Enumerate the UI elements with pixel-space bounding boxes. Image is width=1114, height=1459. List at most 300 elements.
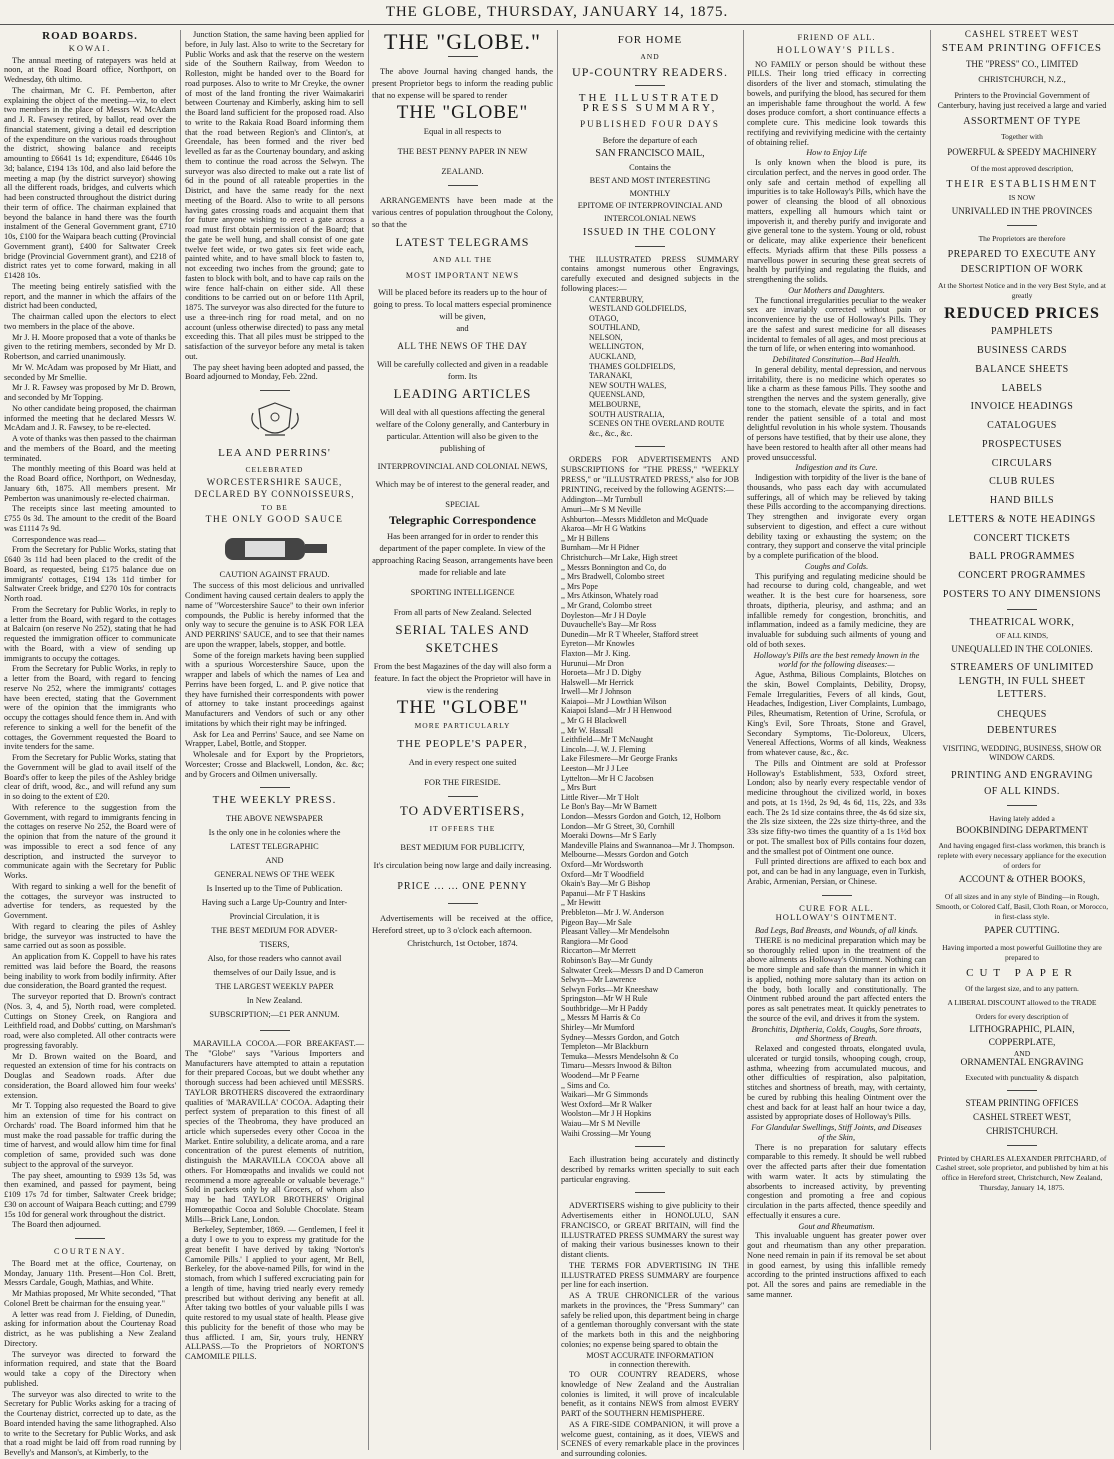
ad-line: Is Inserted up to the Time of Publication. [206,884,343,893]
globe-intro: The above Journal having changed hands, the present Proprietor begs to inform the reading public that no expense will be spared to render [372,66,553,100]
paragraph: From the Secretary for Public Works, stating that £640 3s 11d had been placed to the credit of the Board, as requested, being £175 balance due on immigrants' cottages, £194 13s 11d timber for Saltwater Creek bridge, and £270 10s for contracts North road. [4,545,176,603]
press-cashel: CASHEL STREET WEST, [973,1112,1071,1122]
paragraph: The chairman called upon the electors to elect two members in the place of the above. [4,312,176,331]
ps-fireside: AS A FIRE-SIDE COMPANION, it will prove a welcome guest, containing, as it does, VIEWS and SCENES of every remarkable place in the provinces and surrounding colonies. [561,1419,739,1459]
agent-item: ,, Mr W. Hassall [561,725,613,735]
holloway-p9: Full printed directions are affixed to each box and pot, and can be had in any language, even in Turkish, Arabic, Armenian, Persian, or Chinese. [747,857,926,886]
ps-intro: THE ILLUSTRATED PRESS SUMMARY contains amongst numerous other Engravings, carefully executed and designed subjects in the following places:— [561,254,739,293]
service-item: BALL PROGRAMMES [969,551,1075,563]
globe-title-2: THE "GLOBE" [396,102,529,123]
service-item: CONCERT TICKETS [973,532,1071,544]
press-christchurch: CHRISTCHURCH. [986,1125,1058,1136]
paragraph: From the Secretary for Public Works, stating that the Government will be glad to avail itself of the Board's offer to keep the piles of the Ashley bridge clear of drift, wood, &c., and will refund any sum in so doing to the extent of £20. [4,753,176,801]
globe-price: PRICE ... ... ONE PENNY [397,881,528,892]
lea-perrins-celebrated: CELEBRATED [245,464,304,474]
ps-upcountry: UP-COUNTRY READERS. [572,64,728,79]
globe-fromall: From all parts of New Zealand. Selected [393,607,532,617]
column-two [185,30,364,1450]
paragraph: The receipts since last meeting amounted to £755 0s 3d. The amount to the credit of the Board was £1114 7s 9d. [4,504,176,533]
place-item: TARANAKI, [589,371,633,381]
divider [260,787,290,788]
maravilla-and-norton-text [185,1039,364,1362]
press-ofall: OF ALL KINDS. [984,785,1060,797]
agent-item: Oxford—Mr Wordsworth [561,859,644,869]
place-item: WELLINGTON, [589,342,644,352]
press-h8: POWERFUL & SPEEDY MACHINERY [947,147,1097,157]
agent-item: Waiau—Mr S M Neville [561,1119,641,1128]
agent-item: Southbridge—Mr H Paddy [561,1003,648,1013]
agent-item: Leithfield—Mr T McNaught [561,735,654,745]
press-litho: LITHOGRAPHIC, PLAIN, [969,1024,1075,1035]
agent-item: Leeston—Mr J J Lee [561,764,629,774]
place-item: &c., &c., &c. [589,428,633,438]
press-unequalled: UNEQUALLED IN THE COLONIES. [951,644,1093,654]
service-item: PAMPHLETS [991,326,1053,338]
paragraph: The Board then adjourned. [12,1220,101,1230]
agent-item: Selwyn—Mr Lawrence [561,975,637,985]
press-h11: IS NOW [1008,193,1036,203]
paragraph: Mr D. Brown waited on the Board, and requested an extension of time for his contracts on Douglas and Seadown roads. After due consideration, the Board allowed him four weeks' extension. [4,1051,176,1100]
ad-line: Having such a Large Up-Country and Inter- [201,898,348,907]
ps-orders: ORDERS FOR ADVERTISEMENTS AND SUBSCRIPTIONS for "THE PRESS," "WEEKLY PRESS," or "ILLUSTRATED PRESS," also for JOB PRINTING, received by the following AGENTS:— [561,455,739,494]
ps-and: AND [640,51,660,61]
place-item: CANTERBURY, [589,294,644,304]
paragraph: Junction Station, the same having been applied for before, in July last. Also to write to the Secretary for Public Works and ask that the reserve on the western side of the Southern Railway, from Weedon to Rolleston, might be handed over to the Board for road purposes. Also to write to Mr Creyke, the owner of most of the land fronting the river Waimakariri between Courtenay and Kimberly, asking him to sell the Board land sufficient for the proposed road. Also to write to the Rakaia Road Board informing them that the road between Region's and Clinton's, at Greendale, has been formed and the river bed levelled as far as the Courtenay boundary, and asking them to continue the road across the Selwyn. The surveyor was also directed to make out a rate list of 6d in the pound of all rateable properties in the District, and have the same ready for the next meeting of the Board. Also to write to all persons having gates crossing roads and acquaint them that for future anyone wishing to erect a gate across a road must first obtain permission of the Board; that the gate be well hung, and shall consist of one gate twelve feet wide, or two gates six feet wide each, painted white, and to have small block to fasten to, not exceeding two inches from the ground; gate to fasten to block with bolt, and to have cap rails on the wire fence half-chain on either side. All these conditions to be carried out on or before 11th April, 1875. The surveyor was also directed for the future to use a three-inch ring for road metal, and on no account (unless otherwise directed) to pass any metal exceeding this. That all piles must be stripped to the satisfaction of the surveyor before any metal is taken out. [185,30,364,361]
paragraph: Mr W. McAdam was proposed by Mr Hiatt, and seconded by Mr Smellie. [4,362,176,382]
divider [448,903,478,904]
agent-item: ,, Mr G H Blackwell [561,716,627,726]
globe-equal: Equal in all respects to [423,126,502,136]
agent-item: Pigeon Bay—Mr Sale [561,917,632,927]
globe-best: THE BEST PENNY PAPER IN NEW [397,146,528,156]
press-services-list [934,327,1110,599]
place-item: SCENES ON THE OVERLAND ROUTE [589,419,725,429]
holloway-h-mothers: Our Mothers and Daughters. [788,285,885,295]
agent-item: ,, Mrs Burt [561,783,597,793]
ad-line: Also, for those readers who cannot avail [207,954,342,963]
lea-perrins-declared: DECLARED BY CONNOISSEURS, [194,489,355,500]
place-item: SOUTHLAND, [589,323,640,333]
agent-item: Moeraki Downs—Mr S Early [561,831,657,841]
coat-of-arms-icon [247,399,303,443]
press-debentures: DEBENTURES [987,724,1057,736]
place-item: THAMES GOLDFIELDS, [589,361,676,371]
agent-item: Horoeta—Mr J D. Digby [561,668,642,678]
divider [635,446,665,447]
ad-line: SUBSCRIPTION;—£1 PER ANNUM. [209,1010,340,1019]
globe-title: THE "GLOBE." [383,29,542,54]
agent-item: West Oxford—Mr R Walker [561,1099,652,1109]
agent-item: London—Messrs Gordon and Gotch, 12, Holborn [561,812,721,821]
service-item: PROSPECTUSES [982,438,1062,450]
press-reduced-prices: REDUCED PRICES [944,304,1100,322]
agent-item: Burnham—Mr H Pidner [561,543,640,553]
lea-perrins-caution: CAUTION AGAINST FRAUD. [219,568,330,579]
paragraph: An application from K. Coppell to have his rates remitted was laid before the Board, the reasons being inability to work from bodily infirmity. After due consideration, the Board granted the request. [4,952,176,991]
globe-sketches: SKETCHES [425,640,500,655]
service-item: CATALOGUES [987,420,1057,431]
paragraph: Mr Mathias proposed, Mr White seconded, "That Colonel Brett be chairman for the ensuing year." [4,1289,176,1308]
agent-item: Addington—Mr Turnbull [561,495,643,505]
agent-item: Melbourne—Messrs Gordon and Gotch [561,850,689,860]
agent-item: ,, Mrs Bradwell, Colombo street [561,572,665,582]
paragraph: Ask for Lea and Perrins' Sauce, and see Name on Wrapper, Label, Bottle, and Stopper. [185,729,364,749]
column-printing-offices [934,30,1110,1450]
paragraph: Correspondence was read— [12,534,106,544]
globe-and: and [456,323,469,333]
paragraph: The surveyor was directed to forward the information required, and state that the Board would take a copy of the Directory when published. [4,1349,176,1388]
globe-arrangements: ARRANGEMENTS have been made at the various centres of population throughout the Colony, so that the [372,195,553,229]
holloway-h-bronchitis: Bronchitis, Diptheria, Colds, Coughs, Sore throats, and Shortness of Breath. [751,1024,922,1044]
agent-item: Riccarton—Mr Merrett [561,946,636,956]
masthead: THE GLOBE, THURSDAY, JANUARY 14, 1875. [0,0,1114,25]
holloway-p6: This purifying and regulating medicine should be had recourse to during cold, changeable, and wet weather. It is the best cure for hoarseness, sore throats, diptheria, pleurisy, and asthma; and an infallible remedy for congestion, bronchitis, and inflammation, indeed as a family medicine, they are invaluable for subduing such ailments of young and old of both sexes. [747,571,926,649]
press-steam: STEAM PRINTING OFFICES [965,1098,1079,1109]
press-cutting: PAPER CUTTING. [984,926,1060,937]
service-item: LABELS [1001,382,1043,394]
press-h7: Together with [1001,132,1043,142]
service-item: BUSINESS CARDS [976,345,1068,356]
agent-item: Springston—Mr W H Rule [561,994,648,1004]
agent-item: Little River—Mr T Holt [561,792,639,802]
press-h15: DESCRIPTION OF WORK [960,264,1084,276]
lea-perrins-text [185,581,364,779]
globe-most: MOST IMPORTANT NEWS [405,271,520,280]
ps-forhome: FOR HOME [617,34,683,46]
paragraph: A vote of thanks was then passed to the chairman and the members of the Board, and the meeting terminated. [4,434,176,463]
globe-serial: SERIAL TALES AND [395,622,530,637]
divider [260,390,290,391]
ad-line: THE ABOVE NEWSPAPER [226,814,323,823]
agent-item: ,, Messrs Bonnington and Co, do [561,562,667,572]
press-h13: The Proprietors are therefore [978,233,1066,243]
service-item: INVOICE HEADINGS [970,401,1074,413]
divider [635,1146,665,1147]
paragraph: Berkeley, September, 1869. — Gentlemen, I feel it a duty I owe to you to express my gratitude for the great benefit I have derived by taking 'Norton's Camomile Pills.' I applied to your agent, Mr Bell, Berkeley, for the above-named Pills, for wind in the stomach, from which I suffered excruciating pain for a length of time, having tried nearly every remedy prescribed but without deriving any benefit at all. After taking two bottles of your valuable pills I was quite restored to my usual state of health. Please give this publicity for the benefit of those who may be thus afflicted. I am, Sir, yours truly, HENRY ALLPASS.—To the Proprietors of NORTON'S CAMOMILE PILLS. [185,1225,364,1361]
agent-item: ,, Mrs Pope [561,581,598,591]
holloway-p12: There is no preparation for salutary effects comparable to this remedy. It should be well rubbed over the affected parts after their due fomentation with warm water. It acts by stimulating the absorbents to increased activity, by preventing congestion and promoting a free and copious circulation in the parts affected, thence speedily and effectually it ensures a cure. [747,1142,926,1220]
holloway-badlegs: Bad Legs, Bad Breasts, and Wounds, of all kinds. [754,926,919,935]
holloway-friend: FRIEND OF ALL. [797,32,876,42]
press-visiting: VISITING, WEDDING, BUSINESS, SHOW OR WINDOW CARDS. [942,743,1102,763]
lea-perrins-title: LEA AND PERRINS' [218,447,331,459]
holloway-p3: The functional irregularities peculiar to the weaker sex are invariably corrected without pain or inconvenience by the use of Holloway's Pills. They are the safest and surest medicine for all diseases incidental to females of all ages, and most precious at the turn of life, or when entering into womanhood. [747,295,926,354]
ps-agents-list [561,495,739,1138]
agent-item: ,, Sims and Co. [561,1080,610,1090]
ad-line: GENERAL NEWS OF THE WEEK [214,870,335,879]
paragraph: The Board met at the office, Courtenay, on Monday, January 11th. Present—Hon Col. Brett, Messrs Cardale, Gough, Mathias, and White. [4,1258,176,1288]
holloway-p8: The Pills and Ointment are sold at Professor Holloway's Establishment, 533, Oxford street, London; also by nearly every respectable vendor of medicine throughout the civilized world, in boxes and pots, at 1s 1½d, 2s 9d, 4s 6d, 11s, 22s, and 33s each. The 2s 1d size contains three, the 4s 6d size six, the 2ls size sixteen, the 22s size thirty-three, and the 33s size fifty-two times the quantity of a 1s 1½d box or pot. The smallest box of Pills contains four dozen, and the smallest pot of Ointment one ounce. [747,758,926,856]
globe-hasbeen: Has been arranged for in order to render this department of the paper complete. In view of the approaching Racing Season, arrangements have been made for reliable and late [372,531,553,577]
agent-item: Waihi Crossing—Mr Young [561,1128,651,1138]
holloway-h-debility: Debilitated Constitution—Bad Health. [772,355,901,364]
column-holloway [747,30,926,1450]
press-h3: THE "PRESS" CO., LIMITED [965,58,1079,69]
agent-item: Lyttelton—Mr H C Jacobsen [561,773,654,783]
globe-which: Which may be of interest to the general reader, and [375,479,550,489]
ps-issued: ISSUED IN THE COLONY [583,226,717,238]
globe-inter: INTERPROVINCIAL AND COLONIAL NEWS, [377,461,548,471]
paragraph: Mr T. Topping also requested the Board to give him an extension of time for his contract on Orchards' road. The Board informed him that he must make the road passable for traffic during the time of harvest, and would allow him time for final completion of same, provided such was done subject to the approval of the surveyor. [4,1101,176,1169]
paragraph: The monthly meeting of this Board was held at the Road Board office, Northport, on Wednesday, January 6th, 1875. All members present. Mr Pemberton was unanimously re-elected chairman. [4,464,176,503]
service-item: CLUB RULES [989,476,1055,488]
agent-item: London—Mr G Street, 30, Cornhill [561,821,675,831]
agent-item: ,, Messrs M Harris & Co [561,1013,641,1023]
paragraph: The pay sheet, amounting to £939 13s 5d, was then examined, and passed for payment, being £109 17s 7d for timber, Saltwater Creek bridge; £30 on account of Waipara Beach cutting; and £799 15s 10d for general work throughout the district. [4,1170,176,1219]
agent-item: Doyleston—Mr J H Doyle [561,610,647,620]
service-item: HAND BILLS [989,495,1055,506]
globe-circulation: It's circulation being now large and daily increasing. [373,860,552,870]
paragraph: The chairman, Mr C. Ff. Pemberton, after explaining the object of the meeting—viz, to elect two members in the place of Messrs W. McAdam and J. R. Fawsey retired, by ballot, read over the financial statement, giving a detail ed description of the expenditure on the various roads throughout the district, showing balance and receipts amounting to £6641 1s 1d; expenditure, £6446 10s 3d; balance, £194 13s 10d, and also laid before the meeting a map (by the district surveyor) showing all the different roads, bridges, and culverts which had been constructed throughout the district during their term of office. The chairman explained that beyond the balance in hand there was the fourth instalment of the General Government grant, £710 10s, £100 for the Waipara beach cutting (Provincial Government grant), £400 for Saltwater Creek bridge (Provincial Government grant), and £218 of district rates yet to come forward, making in all £1428 10s. [4,85,176,280]
divider [448,185,478,186]
divider [635,1192,665,1193]
divider [1007,225,1037,226]
paragraph: With reference to the suggestion from the Government, with regard to immigrants fencing in the cottages on reserve No 252, the Board were of the opinion that from the nature of the ground it was impossible to erect a sod fence of any description, and instructed the surveyor to communicate again with the Secretary for Public Works. [4,802,176,880]
agent-item: Dunedin—Mr R T Wheeler, Stafford street [561,629,699,639]
agent-item: Irwell—Mr J Johnson [561,687,632,697]
paragraph: No other candidate being proposed, the chairman informed the meeting that he declared Messrs W. McAdam and J. R. Fawsey, to be re-elected. [4,403,176,433]
agent-item: Mandeville Plains and Swannanoa—Mr J. Thompson. [561,840,735,850]
place-item: AUCKLAND, [589,352,636,362]
globe-placed: Will be placed before its readers up to the hour of going to press. To local matters especial prominence will be given, [373,287,552,321]
agent-item: Halswell—Mr Herrick [561,677,634,687]
ad-line: Provincial Circulation, it is [229,912,320,921]
paragraph: Mr J. R. Fawsey was proposed by Mr D. Brown, and seconded by Mr Topping. [4,383,176,402]
press-length: LENGTH, IN FULL SHEET [958,675,1086,687]
ps-published: PUBLISHED FOUR DAYS [580,118,720,129]
column-rule [743,30,744,1450]
subhead-courtenay: COURTENAY. [53,1246,127,1256]
agent-item: Templeton—Mr Blackburn [561,1042,649,1052]
agent-item: Timaru—Messrs Inwood & Bilton [561,1061,672,1071]
globe-andall: AND ALL THE [432,255,493,264]
globe-medium: BEST MEDIUM FOR PUBLICITY, [400,842,525,852]
press-imported: Having imported a most powerful Guillotine they are prepared to [942,943,1102,962]
globe-sporting: SPORTING INTELLIGENCE [410,587,515,597]
agent-item: Akaroa—Mr H G Watkins [561,524,646,534]
paragraph: From the Secretary for Public Works, in reply to a letter from the Board, with regard to the cottages at Balcairn (on reserve No 252), stating that he had requested the immigration officer to communicate with the Board, with a view of sending up immigrants to occupy the cottages. [4,604,176,663]
ps-intercol: INTERCOLONIAL NEWS [603,214,697,223]
globe-allnews: ALL THE NEWS OF THE DAY [397,341,528,351]
holloway-p7: Ague, Asthma, Bilious Complaints, Blotches on the skin, Bowel Complaints, Debility, Dropsy, Female Irregularities, Fevers of all kinds, Gout, Headaches, Indigestion, Liver Complaints, Lumbago, Piles, Rheumatism, Retention of Urine, Scrofula, or King's Evil, Sore Throats, Stone and Gravel, Secondary Symptoms, Tic-Doloreux, Ulcers, Venereal Affections, Worms of all kinds, Weakness from whatever cause, &c., &c. [747,670,926,757]
globe-telegraphic: Telegraphic Correspondence [389,513,536,527]
ad-line: THE LARGEST WEEKLY PAPER [215,982,334,991]
place-item: NELSON, [589,332,623,342]
divider [75,1238,105,1239]
lea-perrins-sauce: WORCESTERSHIRE SAUCE, [206,476,343,487]
ps-advwish: ADVERTISERS wishing to give publicity to their Advertisements either in HONOLULU, SAN FRANCISCO, or GREAT BRITAIN, will find the ILLUSTRATED PRESS SUMMARY the surest way of making their various businesses known to their distant clients. [561,1201,739,1260]
divider [448,796,478,797]
agent-item: Papanui—Mr F T Haskins [561,888,646,898]
agent-item: Amuri—Mr S M Neville [561,505,641,514]
press-allkinds: OF ALL KINDS, [995,631,1049,641]
press-ornamental: ORNAMENTAL ENGRAVING [960,1057,1084,1068]
column-rule [557,30,558,1450]
ps-monthly: MONTHLY [629,188,671,198]
agent-item: Le Bon's Bay—Mr W Barnett [561,802,657,812]
lea-perrins-tobe: TO BE [261,503,288,512]
globe-title-3: THE "GLOBE" [396,697,529,718]
divider [1007,805,1037,806]
ad-line: Is the only one in he colonies where the [208,828,341,837]
press-h4: CHRISTCHURCH, N.Z., [978,74,1066,85]
holloway-h-gout: Gout and Rheumatism. [798,1221,875,1231]
paragraph: The annual meeting of ratepayers was held at noon, at the Road Board office, Northport, on Wednesday, 6th ultimo. [4,55,176,84]
holloway-p11: Relaxed and congested throats, elongated uvula, ulcerated or turgid tonsils, whooping cough, croup, asthma, wheezing from accumulated mucous, and other difficulties of respiration, also palpitation, stitches and shortness of breath, may, with certainty, be cured by rubbing this healing Ointment over the chest and back for at least half an hour twice a day, assisted by appropriate doses of Holloway's Pills. [747,1044,926,1122]
globe-peoples: THE PEOPLE'S PAPER, [397,738,528,750]
kowai-report [4,56,176,1231]
paragraph: With regard to sinking a well for the benefit of the cottages, the surveyor was instructed to advertise for tenders, as requested by the Government. [4,881,176,920]
agent-item: Sydney—Messrs Gordon, and Gotch [561,1032,680,1042]
paragraph: MARAVILLA COCOA.—FOR BREAKFAST.—The "Globe" says "Various Importers and Manufacturers have attempted to attain a reputation for their prepared Cocoas, but we doubt whether any thorough success had been achieved until MESSRS. TAYLOR BROTHERS discovered the extraordinary qualities of 'MARAVILLA' COCOA. Adapting their perfect system of preparation to this finest of all species of the Theobroma, they have produced an article which supersedes every other Cocoa in the Market. Entire solubility, a delicate aroma, and a rare concentration of the purest elements of nutrition, distinguish the MARAVILLA COCOA above all others. For Homœopaths and invalids we could not recommend a more agreeable or valuable beverage." Sold in packets only by all Grocers, of whom also may be had TAYLOR BROTHERS' Original Homœopathic Cocoa and Soluble Chocolate. Steam Mills—Brick Lane, London. [185,1039,364,1224]
globe-ads: Advertisements will be received at the office, Hereford street, up to 3 o'clock each afternoon. [372,913,553,935]
headline-road-boards: ROAD BOARDS. [42,30,138,42]
ps-tocountry: TO OUR COUNTRY READERS, whose knowledge of New Zealand and the Australian colonies is limited, it will prove of incalculable benefit, as it contains NEWS from almost EVERY PART of the SOUTHERN HEMISPHERE. [561,1370,739,1419]
press-liberal: A LIBERAL DISCOUNT allowed to the TRADE [947,998,1097,1007]
press-h10: THEIR ESTABLISHMENT [946,178,1098,190]
ps-accurate: MOST ACCURATE INFORMATION [586,1350,714,1360]
ps-chronicler: AS A TRUE CHRONICLER of the various markets in the provinces, the "Press Summary" can safely be relied upon, this department being in charge of a gentleman thoroughly conversant with the state of the markets both in this and the neighboring colonies; no expense being spared to obtain the [561,1291,739,1349]
paragraph: Wholesale and for Export by the Proprietors, Worcester; Crosse and Blackwell, London, &c. &c; and by Grocers and Oilmen universally. [185,750,364,779]
agent-item: Christchurch—Mr Lake, High street [561,552,678,562]
press-executed: Executed with punctuality & dispatch [965,1072,1079,1082]
agent-item: Oxford—Mr T Woodfield [561,869,644,879]
globe-frombest: From the best Magazines of the day will also form a feature. In fact the object the Proprietor will have in view is the rendering [373,661,552,695]
agent-item: ,, Mr Hewitt [561,898,601,908]
globe-offers: IT OFFERS THE [429,824,496,833]
globe-more: MORE PARTICULARLY [414,721,511,730]
place-item: QUEENSLAND, [589,390,645,400]
press-imprint: Printed by CHARLES ALEXANDER PRITCHARD, of Cashel street, sole proprietor, and published by him at his office in Hereford street, Christchurch, New Zealand, Thursday, January 14, 1875. [935,1153,1109,1192]
column-rule [180,30,181,1450]
globe-toadv: TO ADVERTISERS, [399,803,526,818]
press-bookbinding: BOOKBINDING DEPARTMENT [956,826,1088,837]
press-largest: Of the largest size, and to any pattern. [965,984,1079,994]
ps-sf: SAN FRANCISCO MAIL, [595,148,705,160]
holloway-cure: CURE FOR ALL. [799,902,874,913]
press-engaged: And having engaged first-class workmen, this branch is replete with every necessary appliance for the execution of orders for [937,841,1107,870]
press-printing: PRINTING AND ENGRAVING [951,770,1093,781]
ps-inconn: in connection therewith. [609,1360,691,1370]
press-allsizes: Of all sizes and in any style of Binding—in Rough, Smooth, or Colored Calf, Basil, Cloth Roan, or Morocco, in first-class style. [935,892,1109,921]
press-letters: LETTERS. [997,689,1047,701]
agent-item: Shirley—Mr Mumford [561,1023,635,1033]
press-cheques: CHEQUES [997,709,1047,720]
press-h6: ASSORTMENT OF TYPE [963,115,1081,127]
holloway-h-best: Holloway's Pills are the best remedy known in the world for the following diseases:— [753,650,920,670]
agent-item: ,, Mrs Atkinson, Whately road [561,591,658,601]
holloway-p1: NO FAMILY or person should be without these PILLS. Their long tried efficacy in correcting disorders of the liver and stomach, stimulating the bowels, and purifying the blood, has secured for them an imperishable fame throughout the world. A few doses produce comfort, a short continuance effects a complete cure. This medicine look towards this rectifying and revivifying medicine with the certainty of obtaining relief. [747,59,926,147]
agent-item: Flaxton—Mr J. King. [561,648,631,658]
globe-leading: LEADING ARTICLES [393,386,532,401]
agent-item: Prebbleton—Mr J. W. Anderson [561,907,664,917]
ps-epitome: EPITOME OF INTERPROVINCIAL AND [577,201,723,211]
lea-perrins-only: THE ONLY GOOD SAUCE [205,514,344,525]
holloway-h-coughs: Coughs and Colds. [804,561,869,571]
ad-line: AND [265,856,284,865]
ps-places-list [561,295,739,439]
press-orders: Orders for every description of [975,1011,1069,1021]
paragraph: The meeting being entirely satisfied with the report, and the manner in which the affairs of the district had been conducted, [4,281,176,311]
agent-item: Kaiapoi Island—Mr J H Henwood [561,706,672,716]
ad-line: In New Zealand. [246,996,303,1005]
agent-item: Okain's Bay—Mr G Bishop [561,879,651,889]
press-copper: COPPERPLATE, [988,1038,1056,1049]
globe-every: And in every respect one suited [408,757,517,767]
divider [1007,609,1037,610]
holloway-p13: This invaluable unguent has greater power over gout and rheumatism than any other preparation. None need remain in pain if its removal be set about in good earnest, by using this infallible remedy according to the printed instructions affixed to each pot. All the sores and pains are remediable in the same manner. [747,1231,926,1299]
ad-line: LATEST TELEGRAPHIC [230,842,319,851]
agent-item: Woodend—Mr P Fearne [561,1071,640,1081]
ps-before: Before the departure of each [602,135,698,145]
ps-title-2: PRESS SUMMARY, [582,102,718,114]
holloway-p2: Is only known when the blood is pure, its circulation perfect, and the nerves in good order. The only safe and certain method of expelling all impurities is to take Holloway's Pills, which have the power of cleansing the blood of all obnoxious matters, expelling all humours which taint or impoverish it, and thereby purify and invigorate and give general tone to the system. Young or old, robust or delicate, may alike experience their beneficent effects. Myriads affirm that these Pills possess a marvellous power in securing these great secrets of health by purifying and regulating the fluids, and strengthening the solids. [747,158,926,284]
service-item: CIRCULARS [991,457,1053,469]
ps-contains: Contains the [629,163,671,172]
globe-deal: Will deal with all questions affecting the general welfare of the Colony generally, and Canterbury in particular. Attention will also be given to the publishing of [375,407,550,453]
agent-item: Selwyn Forks—Mr Kneeshaw [561,984,659,994]
ad-line: TISERS, [259,940,290,949]
column-road-boards [4,30,176,1457]
ps-title-1: THE ILLUSTRATED [578,92,722,105]
holloway-ointment-title: HOLLOWAY'S OINTMENT. [775,912,898,923]
service-item: POSTERS TO ANY DIMENSIONS [942,588,1102,600]
press-h2: STEAM PRINTING OFFICES [941,41,1103,54]
agent-item: Rangiora—Mr Good [561,936,628,946]
agent-item: ,, Mr Grand, Colombo street [561,600,652,610]
holloway-p5: Indigestion with torpidity of the liver is the bane of thousands, who pass each day with accumulated sufferings, all of which may be relieved by taking these Pills according to the accompanying directions. They strengthen and invigorate every organ subservient to digestion, and effect a cure without debility taxing or exhausting the system; on the contrary, they support and conserve the vital principle by a complete purification of the blood. [747,473,926,560]
press-h12: UNRIVALLED IN THE PROVINCES [951,206,1093,216]
globe-special: SPECIAL [445,499,480,509]
press-account: ACCOUNT & OTHER BOOKS, [958,875,1086,886]
paragraph: From the Secretary for Public Works, in reply to a letter from the Board, with regard to fencing reserve No 252, where the immigrants' cottages have been erected, stating that the Government were of the opinion that the immigrants who occupy the cottages should fence them in. And with reference to sinking a well for the benefit of the cottages, the Government requested the Board to invite tenders for the same. [4,664,176,752]
agent-item: Duvauchelle's Bay—Mr Ross [561,620,657,630]
divider [1007,1090,1037,1091]
agent-item: Kaiapoi—Mr J Lowthian Wilson [561,696,667,706]
press-streamers: STREAMERS OF UNLIMITED [950,661,1094,673]
globe-latest: LATEST TELEGRAMS [395,235,530,249]
ps-terms: THE TERMS FOR ADVERTISING IN THE ILLUSTRATED PRESS SUMMARY are fourpence per line for each insertion. [561,1260,739,1290]
holloway-h-enjoy: How to Enjoy Life [806,148,867,158]
press-h14: PREPARED TO EXECUTE ANY [947,248,1097,260]
sauce-bottle-icon [215,528,335,568]
subhead-kowai: KOWAI. [68,42,112,53]
press-theatrical: THEATRICAL WORK, [969,616,1075,628]
divider [635,85,665,86]
column-rule [930,30,931,1450]
courtenay-report [4,1259,176,1458]
ps-bestmost: BEST AND MOST INTERESTING [589,175,711,185]
agent-item: Eyreton—Mr Knowles [561,639,635,649]
agent-item: Ashburton—Messrs Middleton and McQuade [561,514,708,524]
ad-line: themselves of our Daily Issue, and is [213,968,336,977]
agent-item: Lincoln—J. W. J. Fleming [561,744,646,754]
paragraph: The surveyor was also directed to write to the Secretary for Public Works asking for a tracing of the Courtenay district, corrected up to date, as the Board intended having the same lithographed. Also to write to the Secretary for Public Works, and ask that a road might be laid off from road running by Bevelly's and Manson's, at Kimberly, to the [4,1389,176,1457]
agent-item: ,, Mr H Billens [561,533,610,543]
press-h5: Printers to the Provincial Government of Canterbury, having just received a large and varied [937,91,1107,110]
agent-item: Lake Filesmere—Mr George Franks [561,754,678,764]
ad-line: THE BEST MEDIUM FOR ADVER- [211,926,338,935]
column-globe [372,30,553,1450]
press-h1: CASHEL STREET WEST [964,29,1080,39]
agent-item: Hurunui—Mr Dron [561,658,624,668]
agent-item: Pleasant Valley—Mr Mendelsohn [561,927,670,937]
weekly-press-title: THE WEEKLY PRESS. [212,794,337,807]
place-item: NEW SOUTH WALES, [589,380,667,390]
service-item: CONCERT PROGRAMMES [958,570,1086,581]
ps-each: Each illustration being accurately and distinctly described by remarks written specially to suit each particular engraving. [561,1155,739,1184]
holloway-h-glandular: For Glandular Swellings, Stiff Joints, and Diseases of the Skin, [751,1123,922,1142]
